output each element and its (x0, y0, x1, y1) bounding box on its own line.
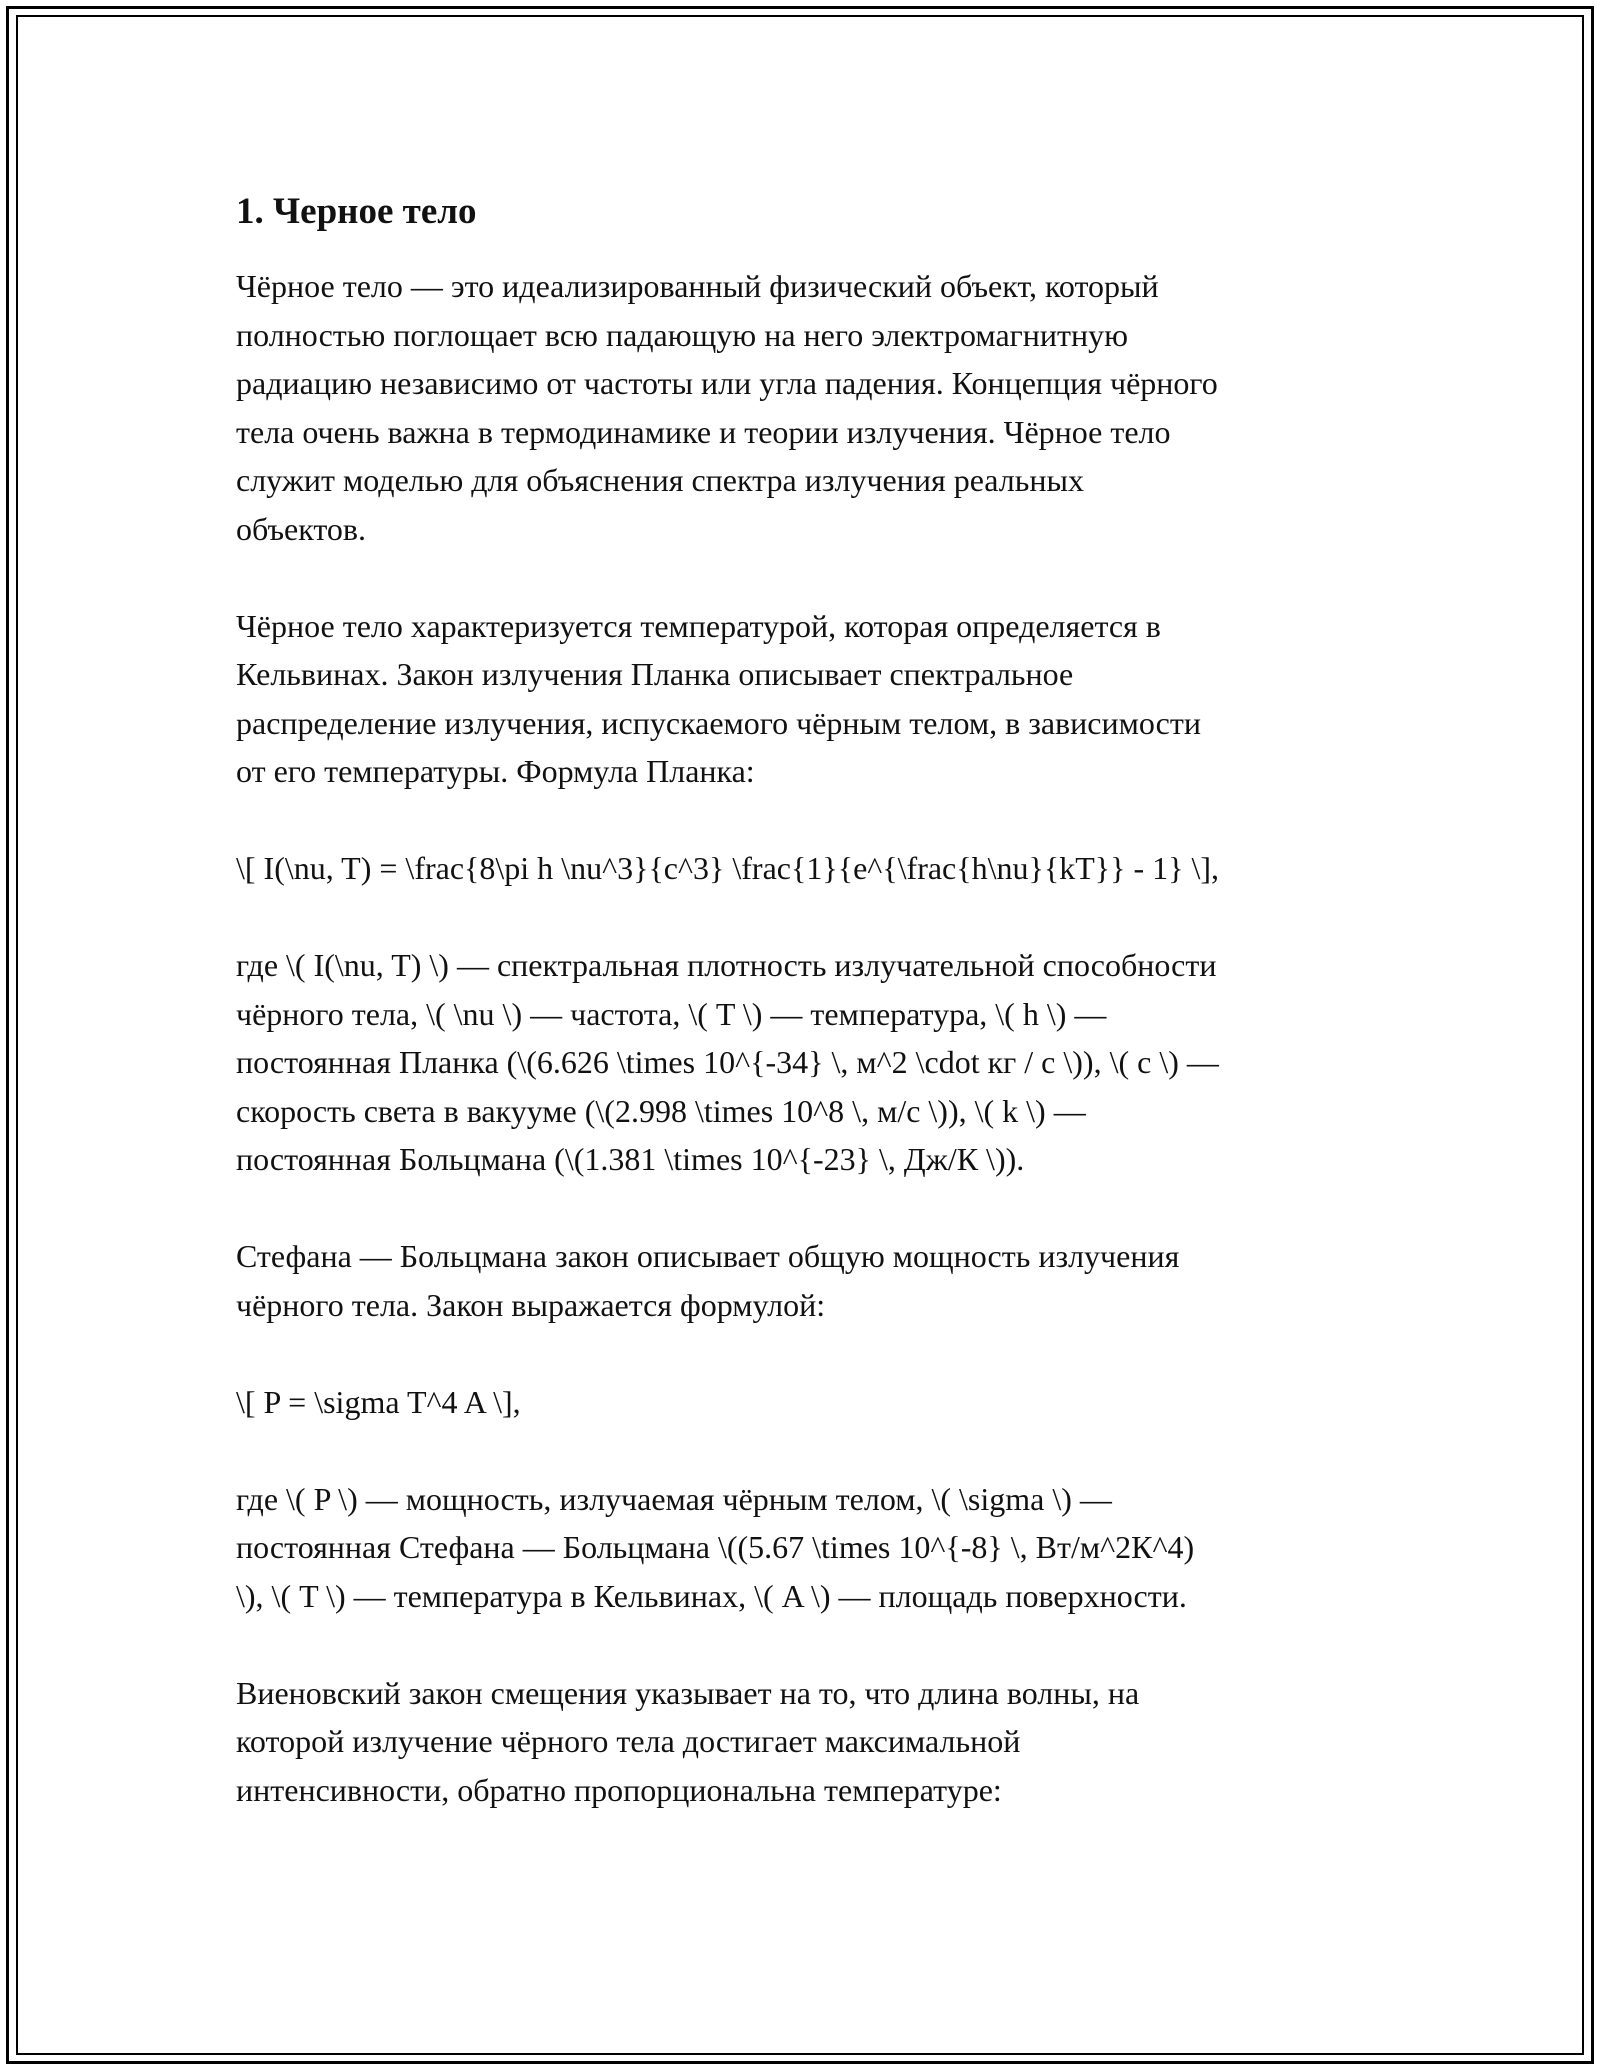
formula-planck: \[ I(\nu, T) = \frac{8\pi h \nu^3}{c^3} \frac{1}{e^{\frac{h\nu}{kT}} - 1} \], (236, 850, 1220, 886)
document-page (236, 182, 1366, 1863)
paragraph-intro: Чёрное тело — это идеализированный физический объект, который полностью поглощает всю падающую на него электромагнитную радиацию независимо от частоты или угла падения. Концепция чёрного тела очень важна в термодинамике и теории излучения. Чёрное тело служит моделью для объяснения спектра излучения реальных объектов. (236, 268, 1218, 547)
paragraph-stefan-boltzmann: Стефана — Больцмана закон описывает общую мощность излучения чёрного тела. Закон выражается формулой: (236, 1238, 1180, 1323)
paragraph-planck-law: Чёрное тело характеризуется температурой, которая определяется в Кельвинах. Закон излучения Планка описывает спектральное распределение излучения, испускаемого чёрным телом, в зависимости от его температуры. Формула Планка: (236, 607, 1201, 789)
paragraph-stefan-variables: где \( P \) — мощность, излучаемая чёрным телом, \( \sigma \) — постоянная Стефана — Больцмана \((5.67 \times 10^{-8} \, Вт/м^2К^4) \), \( T \) — температура в Кельвинах, \( A \) — площадь поверхности. (236, 1480, 1195, 1614)
formula-stefan-boltzmann: \[ P = \sigma T^4 A \], (236, 1383, 521, 1420)
section-heading: 1. Черное тело (236, 191, 477, 232)
paragraph-wien-law: Виеновский закон смещения указывает на то, что длина волны, на которой излучение чёрного тела достигает максимальной интенсивности, обратно пропорциональна температуре: (236, 1674, 1140, 1808)
paragraph-planck-variables: где \( I(\nu, T) \) — спектральная плотность излучательной способности чёрного тела, \( \nu \) — частота, \( T \) — температура, \( h \) — постоянная Планка (\(6.626 \times 10^{-34} \, м^2 \cdot кг / с \)), \( c \) — скорость света в вакууме (\(2.998 \times 10^8 \, м/с \)), \( k \) — постоянная Больцмана (\(1.381 \times 10^{-23} \, Дж/К \)). (236, 947, 1219, 1177)
